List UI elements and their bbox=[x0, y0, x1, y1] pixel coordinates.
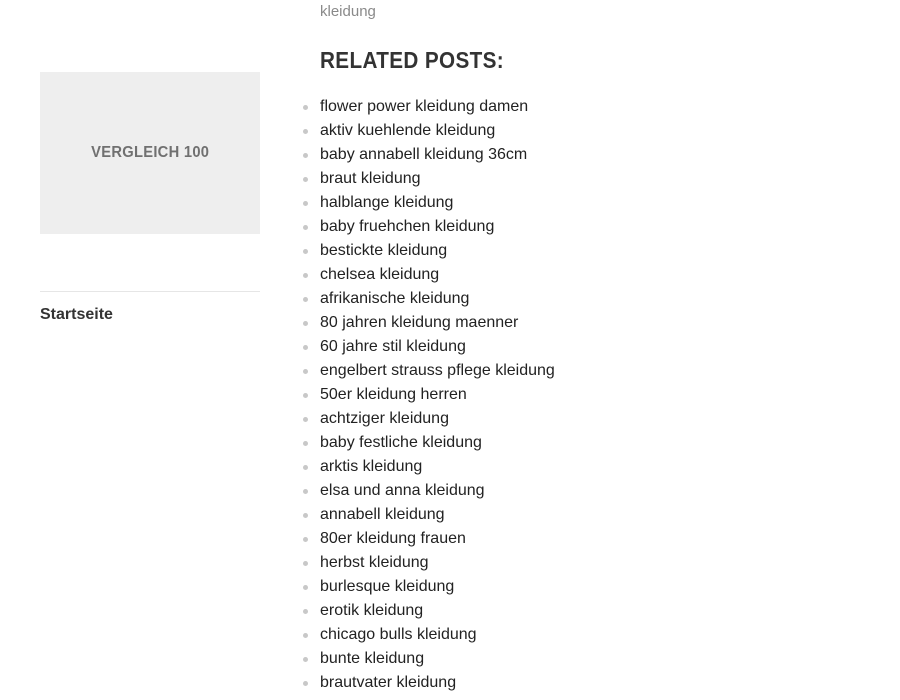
related-post-item bbox=[320, 407, 555, 431]
bullet-icon bbox=[303, 489, 308, 494]
related-post-link[interactable]: burlesque kleidung bbox=[320, 578, 455, 595]
bullet-icon bbox=[303, 657, 308, 662]
related-posts-list bbox=[320, 95, 555, 695]
related-post-item bbox=[320, 119, 555, 143]
related-post-link[interactable]: erotik kleidung bbox=[320, 602, 424, 619]
bullet-icon bbox=[303, 585, 308, 590]
related-post-item bbox=[320, 431, 555, 455]
bullet-icon bbox=[303, 129, 308, 134]
related-post-item bbox=[320, 143, 555, 167]
bullet-icon bbox=[303, 681, 308, 686]
related-post-link[interactable]: elsa und anna kleidung bbox=[320, 482, 485, 499]
related-post-link[interactable]: 80er kleidung frauen bbox=[320, 530, 466, 547]
related-post-item bbox=[320, 239, 555, 263]
related-post-item bbox=[320, 551, 555, 575]
bullet-icon bbox=[303, 369, 308, 374]
bullet-icon bbox=[303, 441, 308, 446]
related-post-item bbox=[320, 527, 555, 551]
related-post-link[interactable]: halblange kleidung bbox=[320, 194, 454, 211]
related-post-link[interactable]: afrikanische kleidung bbox=[320, 290, 470, 307]
related-post-item bbox=[320, 191, 555, 215]
bullet-icon bbox=[303, 537, 308, 542]
related-post-link[interactable]: bestickte kleidung bbox=[320, 242, 448, 259]
related-post-item bbox=[320, 167, 555, 191]
bullet-icon bbox=[303, 633, 308, 638]
related-posts-heading: RELATED POSTS: bbox=[320, 47, 505, 73]
related-post-item bbox=[320, 479, 555, 503]
bullet-icon bbox=[303, 561, 308, 566]
related-post-item bbox=[320, 287, 555, 311]
nav-item-startseite[interactable]: Startseite bbox=[40, 306, 113, 323]
related-post-link[interactable]: flower power kleidung damen bbox=[320, 98, 529, 115]
related-post-item bbox=[320, 359, 555, 383]
related-post-item bbox=[320, 503, 555, 527]
bullet-icon bbox=[303, 321, 308, 326]
bullet-icon bbox=[303, 345, 308, 350]
related-post-link[interactable]: brautvater kleidung bbox=[320, 674, 457, 691]
related-post-link[interactable]: chelsea kleidung bbox=[320, 266, 440, 283]
related-post-item bbox=[320, 95, 555, 119]
related-post-item bbox=[320, 599, 555, 623]
related-post-link[interactable]: baby festliche kleidung bbox=[320, 434, 482, 451]
related-post-item bbox=[320, 575, 555, 599]
bullet-icon bbox=[303, 417, 308, 422]
bullet-icon bbox=[303, 465, 308, 470]
bullet-icon bbox=[303, 513, 308, 518]
bullet-icon bbox=[303, 393, 308, 398]
bullet-icon bbox=[303, 153, 308, 158]
post-text-fragment: kleidung bbox=[320, 3, 376, 20]
bullet-icon bbox=[303, 201, 308, 206]
related-post-link[interactable]: herbst kleidung bbox=[320, 554, 429, 571]
related-post-item bbox=[320, 263, 555, 287]
related-post-link[interactable]: 80 jahren kleidung maenner bbox=[320, 314, 519, 331]
site-logo[interactable] bbox=[40, 72, 260, 234]
bullet-icon bbox=[303, 297, 308, 302]
related-post-item bbox=[320, 335, 555, 359]
related-post-item bbox=[320, 311, 555, 335]
related-post-link[interactable]: 50er kleidung herren bbox=[320, 386, 467, 403]
bullet-icon bbox=[303, 249, 308, 254]
related-post-link[interactable]: arktis kleidung bbox=[320, 458, 423, 475]
related-post-link[interactable]: braut kleidung bbox=[320, 170, 421, 187]
related-post-link[interactable]: annabell kleidung bbox=[320, 506, 445, 523]
bullet-icon bbox=[303, 609, 308, 614]
related-post-link[interactable]: baby fruehchen kleidung bbox=[320, 218, 495, 235]
related-post-item bbox=[320, 215, 555, 239]
related-post-item bbox=[320, 383, 555, 407]
site-logo-text: VERGLEICH 100 bbox=[90, 144, 210, 161]
related-post-link[interactable]: chicago bulls kleidung bbox=[320, 626, 477, 643]
related-post-item bbox=[320, 647, 555, 671]
related-post-link[interactable]: achtziger kleidung bbox=[320, 410, 449, 427]
related-post-link[interactable]: baby annabell kleidung 36cm bbox=[320, 146, 528, 163]
related-post-item bbox=[320, 455, 555, 479]
bullet-icon bbox=[303, 273, 308, 278]
related-post-link[interactable]: engelbert strauss pflege kleidung bbox=[320, 362, 555, 379]
related-post-item bbox=[320, 623, 555, 647]
bullet-icon bbox=[303, 105, 308, 110]
related-post-item bbox=[320, 671, 555, 695]
related-post-link[interactable]: bunte kleidung bbox=[320, 650, 425, 667]
bullet-icon bbox=[303, 177, 308, 182]
related-post-link[interactable]: aktiv kuehlende kleidung bbox=[320, 122, 496, 139]
sidebar-divider bbox=[40, 291, 260, 292]
bullet-icon bbox=[303, 225, 308, 230]
related-post-link[interactable]: 60 jahre stil kleidung bbox=[320, 338, 466, 355]
